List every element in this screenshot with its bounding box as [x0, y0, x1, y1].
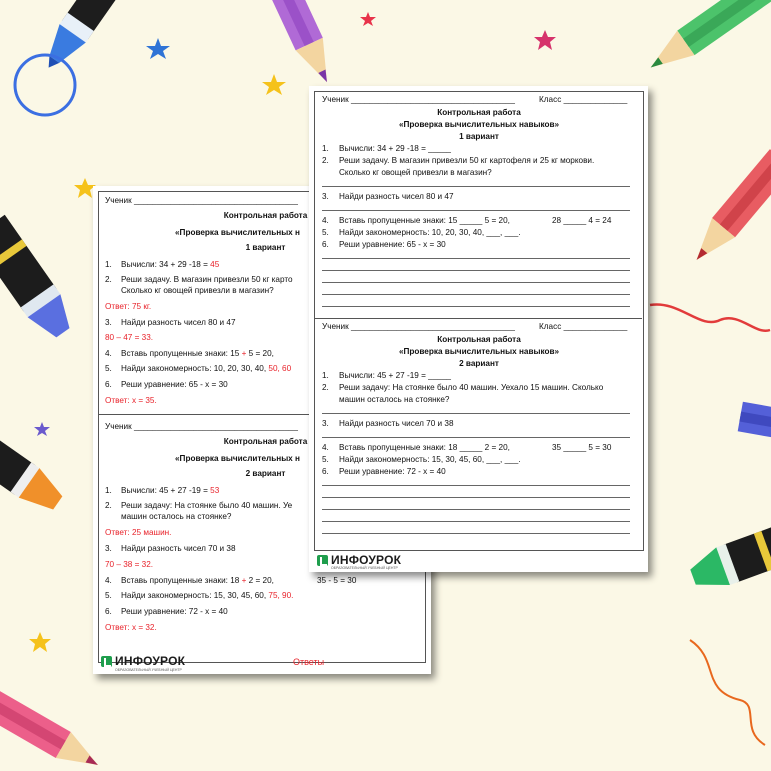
test-subtitle: «Проверка вычислительных навыков» [398, 120, 560, 129]
answer-line [322, 485, 630, 486]
test-subtitle: «Проверка вычислительных навыков» [398, 347, 560, 356]
answer-line [322, 413, 630, 414]
question-num: 4. [322, 443, 329, 452]
answer-line [322, 258, 630, 259]
answer-line [322, 306, 630, 307]
red-scribble-icon [650, 304, 770, 330]
question-text: Сколько кг овощей привезли в магазин? [339, 168, 492, 177]
answer-line [322, 186, 630, 187]
answer-line [322, 521, 630, 522]
class-line: Класс ______________ [539, 95, 628, 104]
logo-icon [101, 656, 112, 667]
student-line: Ученик ____________________________________ [105, 422, 298, 431]
student-line: Ученик ____________________________________ [322, 95, 515, 104]
question-text: Найди закономерность: 15, 30, 45, 60, 75, 90. [121, 591, 294, 600]
answer-line [322, 270, 630, 271]
student-line: Ученик ____________________________________ [105, 196, 298, 205]
answer-text: Ответ: х = 35. [105, 396, 157, 405]
question-text: Реши задачу. В магазин привезли 50 кг картофеля и 25 кг моркови. [339, 156, 595, 165]
question-num: 3. [322, 419, 329, 428]
red-pencil-icon [685, 149, 771, 269]
test-title: Контрольная работа [437, 335, 521, 344]
question-text: Реши задачу: На стоянке было 40 машин. Уе [121, 501, 293, 510]
question-text: Вставь пропущенные знаки: 15 + 5 = 20, [121, 349, 274, 358]
question-text: Вставь пропущенные знаки: 18 + 2 = 20, [121, 576, 274, 585]
question-text: Реши уравнение: 65 - х = 30 [339, 240, 446, 249]
question-num: 4. [105, 576, 112, 585]
question-num: 1. [322, 144, 329, 153]
question-num: 3. [105, 318, 112, 327]
question-text: Найди разность чисел 70 и 38 [339, 419, 454, 428]
blue-crayon-icon [36, 0, 134, 77]
question-text: 35 _____ 5 = 30 [552, 443, 612, 452]
question-num: 4. [322, 216, 329, 225]
student-line: Ученик ____________________________________ [322, 322, 515, 331]
question-text: машин осталось на стоянке? [121, 512, 232, 521]
star-icon [262, 74, 286, 95]
star-icon [360, 12, 376, 26]
question-text: Вычисли: 34 + 29 -18 = 45 [121, 260, 220, 269]
question-text: Вставь пропущенные знаки: 15 _____ 5 = 20, [339, 216, 510, 225]
variant-label: 1 вариант [459, 132, 499, 141]
question-num: 1. [105, 260, 112, 269]
answer-text: 70 – 38 = 32. [105, 560, 154, 569]
question-num: 6. [105, 607, 112, 616]
star-icon [29, 632, 51, 652]
blue-pencil-icon [738, 402, 771, 456]
question-num: 2. [105, 275, 112, 284]
question-num: 5. [105, 364, 112, 373]
star-icon [34, 422, 50, 436]
test-title: Контрольная работа [437, 108, 521, 117]
question-text: Вычисли: 45 + 27 -19 = 53 [121, 486, 220, 495]
green-pencil-icon [642, 0, 771, 80]
question-num: 2. [322, 383, 329, 392]
answers-label: Ответы [293, 657, 325, 667]
variant-label: 2 вариант [459, 359, 499, 368]
question-text: Реши уравнение: 65 - х = 30 [121, 380, 228, 389]
answer-text: Ответ: 75 кг. [105, 302, 152, 311]
star-icon [534, 30, 556, 50]
question-text: Вставь пропущенные знаки: 18 _____ 2 = 20, [339, 443, 510, 452]
section-divider [314, 318, 642, 319]
question-text: Реши задачу: На стоянке было 40 машин. Уехало 15 машин. Сколько [339, 383, 604, 392]
class-line: Класс ______________ [539, 322, 628, 331]
infourok-logo: ИНФОУРОК [317, 553, 401, 567]
blue-scribble-icon [15, 55, 75, 115]
pink-pencil-icon [0, 687, 105, 771]
question-text: Сколько кг овощей привезли в магазин? [121, 286, 274, 295]
answer-line [322, 282, 630, 283]
answer-line [322, 497, 630, 498]
answer-line [322, 210, 630, 211]
logo-icon [317, 555, 328, 566]
question-text: 35 - 5 = 30 [317, 576, 357, 585]
answer-line [322, 437, 630, 438]
green-crayon-icon [686, 521, 771, 596]
orange-crayon-icon [0, 425, 68, 518]
question-text: Реши уравнение: 72 - х = 40 [121, 607, 228, 616]
question-num: 2. [322, 156, 329, 165]
question-text: Вычисли: 45 + 27 -19 = _____ [339, 371, 451, 380]
question-text: Найди закономерность: 10, 20, 30, 40, 50, 60 [121, 364, 292, 373]
answer-line [322, 294, 630, 295]
question-text: Реши задачу. В магазин привезли 50 кг карто [121, 275, 293, 284]
answer-text: Ответ: 25 машин. [105, 528, 172, 537]
answer-value: 45 [210, 260, 220, 269]
question-num: 6. [105, 380, 112, 389]
variant-label: 2 вариант [245, 469, 286, 478]
test-sheet [309, 86, 648, 572]
logo-subtitle: ОБРАЗОВАТЕЛЬНЫЙ УЧЕБНЫЙ ЦЕНТР [115, 668, 182, 672]
variant-label: 1 вариант [245, 243, 286, 252]
question-num: 2. [105, 501, 112, 510]
question-text: Найди закономерность: 15, 30, 45, 60, ___, ___. [339, 455, 521, 464]
question-text: 28 _____ 4 = 24 [552, 216, 612, 225]
answer-line [322, 533, 630, 534]
question-num: 4. [105, 349, 112, 358]
question-text: Вычисли: 34 + 29 -18 = _____ [339, 144, 451, 153]
test-title: Контрольная работа [223, 437, 308, 446]
logo-subtitle: ОБРАЗОВАТЕЛЬНЫЙ УЧЕБНЫЙ ЦЕНТР [331, 566, 398, 570]
question-num: 3. [322, 192, 329, 201]
question-num: 5. [105, 591, 112, 600]
test-title: Контрольная работа [223, 211, 308, 220]
purple-pencil-icon [266, 0, 341, 88]
question-num: 1. [105, 486, 112, 495]
question-text: Найди разность чисел 80 и 47 [121, 318, 236, 327]
question-text: Найди закономерность: 10, 20, 30, 40, ___, ___. [339, 228, 521, 237]
answer-text: 80 – 47 = 33. [105, 333, 154, 342]
orange-scribble-icon [690, 640, 765, 745]
question-num: 5. [322, 455, 329, 464]
question-text: машин осталось на стоянке? [339, 395, 450, 404]
question-num: 1. [322, 371, 329, 380]
answer-text: Ответ: х = 32. [105, 623, 157, 632]
question-num: 6. [322, 467, 329, 476]
question-text: Найди разность чисел 80 и 47 [339, 192, 454, 201]
infourok-logo: ИНФОУРОК [101, 654, 185, 668]
star-icon [146, 38, 170, 59]
test-subtitle: «Проверка вычислительных н [175, 454, 300, 463]
question-num: 6. [322, 240, 329, 249]
question-text: Найди разность чисел 70 и 38 [121, 544, 236, 553]
question-num: 3. [105, 544, 112, 553]
answer-line [322, 509, 630, 510]
answer-value: 53 [210, 486, 220, 495]
test-subtitle: «Проверка вычислительных н [175, 228, 300, 237]
question-num: 5. [322, 228, 329, 237]
black-crayon-icon [0, 215, 79, 344]
question-text: Реши уравнение: 72 - х = 40 [339, 467, 446, 476]
